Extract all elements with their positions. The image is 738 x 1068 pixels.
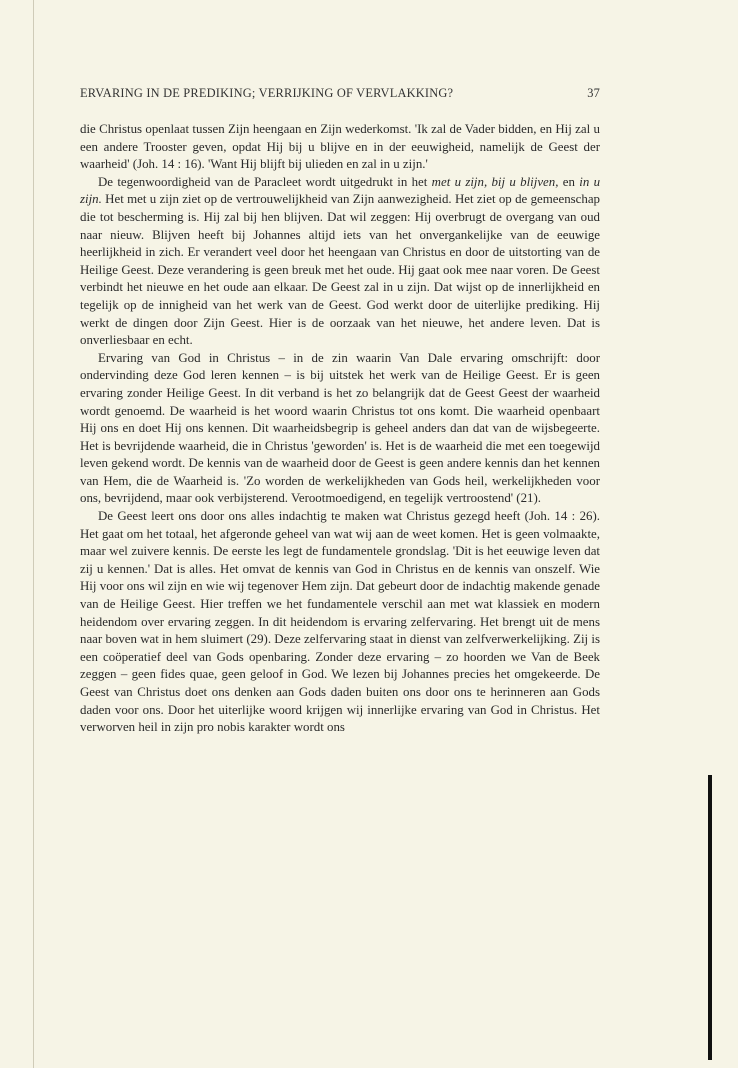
running-header: [80, 86, 600, 101]
paragraph-text: De Geest leert ons door ons alles indachtig te maken wat Christus gezegd heeft (Joh. 14 : 26). Het gaat om het totaal, het afgeronde geheel van wat wij aan de weet komen. Het is geen volmaakte, maar wel zuivere kennis. De eerste les legt de fundamentele grondslag. 'Dit is het eeuwige leven dat zij u kennen.' Dat is alles. Het omvat de kennis van God in Christus en de kennis van onszelf. Wie Hij voor ons wil zijn en wie wij tegenover Hem zijn. Dat gebeurt door de indachtig makende genade van de Heilige Geest. Hier treffen we het fundamentele verschil aan met wat klassiek en modern heidendom over ervaring zeggen. In dit heidendom is ervaring zelfervaring. Het brengt uit de mens naar boven wat in hem sluimert (29). Deze zelfervaring staat in dienst van zelfverwerkelijking. Zij is een coöperatief deel van Gods openbaring. Zonder deze ervaring – zo hoorden we Van de Beek zeggen – geen fides quae, geen geloof in God. We lezen bij Johannes precies het omgekeerde. De Geest van Christus doet ons denken aan Gods daden buiten ons door ons te herinneren aan Gods daden voor ons. Door het uiterlijke woord krijgen wij innerlijke ervaring van God in Christus. Het verworven heil in zijn pro nobis karakter wordt ons: [80, 509, 600, 735]
page-number: 37: [587, 86, 600, 100]
body-text: [80, 121, 600, 737]
scan-edge-bar: [708, 775, 712, 1060]
running-title: ERVARING IN DE PREDIKING; VERRIJKING OF VERVLAKKING?: [80, 86, 454, 100]
paragraph-text: Ervaring van God in Christus – in de zin waarin Van Dale ervaring omschrijft: door ondervinding deze God leren kennen – is bij uitstek het werk van de Heilige Geest. Er is geen ervaring zonder Heilige Geest. In dit verband is het zo belangrijk dat de Geest Geest der waarheid wordt genoemd. De waarheid is het woord waarin Christus tot ons komt. Die waarheid openbaart Hij ons en doet Hij ons kennen. Dit waarheidsbegrip is geheel anders dan dat van de wijsbegeerte. Het is bevrijdende waarheid, die in Christus 'geworden' is. Het is de waarheid die met een toegewijd leven gekend wordt. De kennis van de waarheid door de Geest is geen andere kennis dan het kennen van Hem, die de Waarheid is. 'Zo worden de werkelijkheden van Gods heil, werkelijkheden voor ons, bevrijdend, maar ook verbijsterend. Verootmoedigend, en tegelijk vertroostend' (21).: [80, 350, 600, 506]
paragraph-text: die Christus openlaat tussen Zijn heengaan en Zijn wederkomst. 'Ik zal de Vader bidden, en Hij zal u een andere Trooster geven, opdat Hij bij u blijve en in der eeuwigheid, namelijk de Geest der waarheid' (Joh. 14 : 16). 'Want Hij blijft bij ulieden en zal in u zijn.': [80, 122, 600, 172]
paragraph-4: [80, 508, 600, 737]
paragraph-1: [80, 121, 600, 174]
paragraph-text: en: [558, 174, 580, 189]
scan-edge-line: [33, 0, 34, 1068]
paragraph-3: [80, 350, 600, 508]
italic-phrase: in u zijn.: [80, 174, 601, 207]
italic-phrase: met u zijn, bij u blijven,: [431, 174, 559, 189]
paragraph-text: Het met u zijn ziet op de vertrouwelijkheid van Zijn aanwezigheid. Het ziet op de gemeenschap die tot bescherming is. Hij zal bij hen blijven. Dat wil zeggen: Hij overbrugt de overgang van oud naar nieuw. Blijven heeft bij Johannes altijd iets van het onvergankelijke van de eeuwige heerlijkheid in zich. Er verandert veel door het heengaan van Christus en door de uitstorting van de Heilige Geest. Deze verandering is geen breuk met het oude. Hij gaat ook mee naar voren. De Geest verbindt het nieuwe en het oude aan elkaar. De Geest zal in u zijn. Dat wijst op de innerlijkheid en tegelijk op de innigheid van het werk van de Geest. God werkt door de uiterlijke prediking. Hij werkt de dingen door Zijn Geest. Hier is de oorzaak van het nieuwe, het andere leven. Dat is onverliesbaar en echt.: [80, 192, 600, 348]
paragraph-2: [80, 174, 600, 350]
book-page: [80, 86, 600, 737]
paragraph-text: De tegenwoordigheid van de Paracleet wordt uitgedrukt in het: [98, 174, 432, 189]
